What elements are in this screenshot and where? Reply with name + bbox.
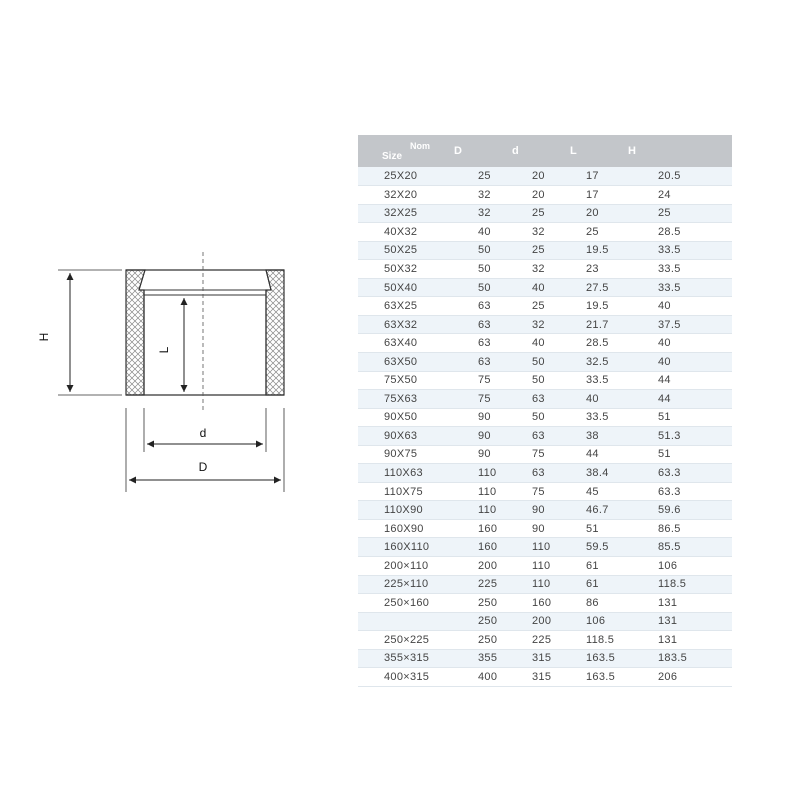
- cell-d: 110: [512, 538, 570, 557]
- cell-size: 250×160: [358, 594, 454, 613]
- cell-H: 51: [628, 445, 732, 464]
- cell-L: 19.5: [570, 241, 628, 260]
- cell-d: 110: [512, 556, 570, 575]
- table-row: [358, 631, 732, 650]
- header-D: D: [454, 145, 462, 157]
- cell-D: 160: [454, 538, 512, 557]
- cell-H: 40: [628, 352, 732, 371]
- table-row: [358, 260, 732, 279]
- cell-d: 75: [512, 482, 570, 501]
- cell-size: 200×110: [358, 556, 454, 575]
- cell-L: 59.5: [570, 538, 628, 557]
- cell-d: 50: [512, 408, 570, 427]
- header-L: L: [570, 145, 577, 157]
- cell-L: 45: [570, 482, 628, 501]
- cell-D: 160: [454, 519, 512, 538]
- table-row: [358, 408, 732, 427]
- cell-H: 183.5: [628, 649, 732, 668]
- D-label: D: [198, 460, 208, 474]
- cell-D: 50: [454, 278, 512, 297]
- cell-H: 51: [628, 408, 732, 427]
- cell-size: 75X63: [358, 390, 454, 409]
- cell-d: 32: [512, 223, 570, 242]
- cell-d: 40: [512, 334, 570, 353]
- cell-size: 32X25: [358, 204, 454, 223]
- L-label: L: [157, 346, 171, 354]
- cell-H: 33.5: [628, 278, 732, 297]
- cell-size: 63X50: [358, 352, 454, 371]
- cell-H: 33.5: [628, 241, 732, 260]
- H-label: H: [37, 332, 51, 342]
- cell-D: 40: [454, 223, 512, 242]
- cell-size: [358, 612, 454, 631]
- cell-D: 400: [454, 668, 512, 687]
- cell-d: 50: [512, 371, 570, 390]
- cell-H: 40: [628, 297, 732, 316]
- cell-L: 44: [570, 445, 628, 464]
- cell-D: 355: [454, 649, 512, 668]
- cell-d: 315: [512, 668, 570, 687]
- table-row: [358, 538, 732, 557]
- cell-size: 25X20: [358, 167, 454, 186]
- cell-H: 33.5: [628, 260, 732, 279]
- cell-D: 32: [454, 186, 512, 205]
- cell-size: 225×110: [358, 575, 454, 594]
- cell-d: 50: [512, 352, 570, 371]
- header-size-label: Size: [382, 151, 403, 162]
- right-wall-section: [266, 270, 284, 395]
- table-row: [358, 278, 732, 297]
- cell-L: 20: [570, 204, 628, 223]
- cell-d: 110: [512, 575, 570, 594]
- cell-size: 32X20: [358, 186, 454, 205]
- cell-D: 250: [454, 612, 512, 631]
- cell-L: 106: [570, 612, 628, 631]
- header-H: H: [628, 145, 636, 157]
- table-row: [358, 390, 732, 409]
- cell-H: 85.5: [628, 538, 732, 557]
- cell-D: 63: [454, 297, 512, 316]
- cell-d: 75: [512, 445, 570, 464]
- cell-L: 61: [570, 556, 628, 575]
- header-size-nom: [358, 135, 454, 167]
- cell-D: 250: [454, 594, 512, 613]
- cell-size: 50X25: [358, 241, 454, 260]
- table-header-row: [358, 135, 732, 167]
- cell-H: 206: [628, 668, 732, 687]
- cell-size: 110X63: [358, 464, 454, 483]
- cell-d: 20: [512, 167, 570, 186]
- cell-size: 110X75: [358, 482, 454, 501]
- cell-L: 118.5: [570, 631, 628, 650]
- cell-D: 90: [454, 445, 512, 464]
- cell-L: 28.5: [570, 334, 628, 353]
- table-body: [358, 167, 732, 686]
- cell-d: 32: [512, 315, 570, 334]
- cell-D: 225: [454, 575, 512, 594]
- cell-D: 63: [454, 334, 512, 353]
- table-row: [358, 556, 732, 575]
- cell-size: 63X40: [358, 334, 454, 353]
- cell-size: 160X90: [358, 519, 454, 538]
- table-row: [358, 204, 732, 223]
- cell-D: 90: [454, 408, 512, 427]
- table-row: [358, 334, 732, 353]
- cell-L: 163.5: [570, 668, 628, 687]
- table-row: [358, 241, 732, 260]
- table-row: [358, 594, 732, 613]
- table-row: [358, 501, 732, 520]
- cell-L: 33.5: [570, 371, 628, 390]
- table-row: [358, 519, 732, 538]
- table-row: [358, 352, 732, 371]
- cell-D: 110: [454, 501, 512, 520]
- cell-L: 21.7: [570, 315, 628, 334]
- cell-d: 20: [512, 186, 570, 205]
- cell-D: 75: [454, 390, 512, 409]
- cell-d: 32: [512, 260, 570, 279]
- cell-D: 25: [454, 167, 512, 186]
- cell-D: 250: [454, 631, 512, 650]
- cell-size: 160X110: [358, 538, 454, 557]
- cell-size: 50X32: [358, 260, 454, 279]
- dimension-spec-table: [358, 135, 732, 687]
- header-d: d: [512, 145, 519, 157]
- cell-L: 19.5: [570, 297, 628, 316]
- cell-d: 25: [512, 204, 570, 223]
- cell-D: 50: [454, 241, 512, 260]
- cell-size: 90X63: [358, 427, 454, 446]
- cell-L: 51: [570, 519, 628, 538]
- cell-L: 86: [570, 594, 628, 613]
- fitting-cross-section-drawing: [0, 0, 340, 800]
- cell-D: 75: [454, 371, 512, 390]
- table-row: [358, 649, 732, 668]
- cell-H: 28.5: [628, 223, 732, 242]
- cell-size: 90X50: [358, 408, 454, 427]
- table-row: [358, 371, 732, 390]
- cell-D: 110: [454, 482, 512, 501]
- table-row: [358, 167, 732, 186]
- cell-size: 63X32: [358, 315, 454, 334]
- table-row: [358, 445, 732, 464]
- cell-size: 75X50: [358, 371, 454, 390]
- cell-D: 63: [454, 315, 512, 334]
- cell-D: 50: [454, 260, 512, 279]
- cell-H: 131: [628, 631, 732, 650]
- cell-size: 63X25: [358, 297, 454, 316]
- cell-L: 17: [570, 186, 628, 205]
- cell-d: 315: [512, 649, 570, 668]
- cell-d: 200: [512, 612, 570, 631]
- cell-L: 40: [570, 390, 628, 409]
- cell-D: 63: [454, 352, 512, 371]
- cell-L: 23: [570, 260, 628, 279]
- cell-H: 40: [628, 334, 732, 353]
- cell-d: 90: [512, 519, 570, 538]
- cell-d: 63: [512, 464, 570, 483]
- cell-D: 90: [454, 427, 512, 446]
- cell-size: 250×225: [358, 631, 454, 650]
- cell-d: 160: [512, 594, 570, 613]
- cell-H: 131: [628, 612, 732, 631]
- cell-d: 63: [512, 390, 570, 409]
- cell-size: 110X90: [358, 501, 454, 520]
- cell-H: 44: [628, 390, 732, 409]
- cell-H: 25: [628, 204, 732, 223]
- cell-H: 131: [628, 594, 732, 613]
- cell-L: 17: [570, 167, 628, 186]
- cell-H: 24: [628, 186, 732, 205]
- header-nom-label: Nom: [410, 141, 430, 151]
- cell-d: 25: [512, 297, 570, 316]
- cell-d: 90: [512, 501, 570, 520]
- cell-L: 33.5: [570, 408, 628, 427]
- cell-H: 59.6: [628, 501, 732, 520]
- cell-L: 25: [570, 223, 628, 242]
- cell-H: 118.5: [628, 575, 732, 594]
- table-row: [358, 464, 732, 483]
- table-row: [358, 482, 732, 501]
- left-wall-section: [126, 270, 145, 395]
- cell-D: 32: [454, 204, 512, 223]
- table-row: [358, 427, 732, 446]
- cell-H: 44: [628, 371, 732, 390]
- cell-L: 32.5: [570, 352, 628, 371]
- table-row: [358, 315, 732, 334]
- cell-H: 63.3: [628, 482, 732, 501]
- cell-H: 20.5: [628, 167, 732, 186]
- table-row: [358, 668, 732, 687]
- table-row: [358, 186, 732, 205]
- cell-size: 50X40: [358, 278, 454, 297]
- table-row: [358, 223, 732, 242]
- table-row: [358, 612, 732, 631]
- cell-L: 61: [570, 575, 628, 594]
- cell-size: 400×315: [358, 668, 454, 687]
- cell-L: 27.5: [570, 278, 628, 297]
- cell-L: 38: [570, 427, 628, 446]
- cell-D: 110: [454, 464, 512, 483]
- cell-size: 40X32: [358, 223, 454, 242]
- cell-L: 163.5: [570, 649, 628, 668]
- cell-L: 38.4: [570, 464, 628, 483]
- cell-size: 355×315: [358, 649, 454, 668]
- cell-d: 63: [512, 427, 570, 446]
- cell-H: 86.5: [628, 519, 732, 538]
- cell-d: 225: [512, 631, 570, 650]
- cell-d: 25: [512, 241, 570, 260]
- cell-size: 90X75: [358, 445, 454, 464]
- cell-H: 63.3: [628, 464, 732, 483]
- table-row: [358, 575, 732, 594]
- cell-H: 106: [628, 556, 732, 575]
- cell-L: 46.7: [570, 501, 628, 520]
- d-label: d: [199, 426, 207, 440]
- cell-H: 37.5: [628, 315, 732, 334]
- cell-D: 200: [454, 556, 512, 575]
- cell-H: 51.3: [628, 427, 732, 446]
- cell-d: 40: [512, 278, 570, 297]
- table-row: [358, 297, 732, 316]
